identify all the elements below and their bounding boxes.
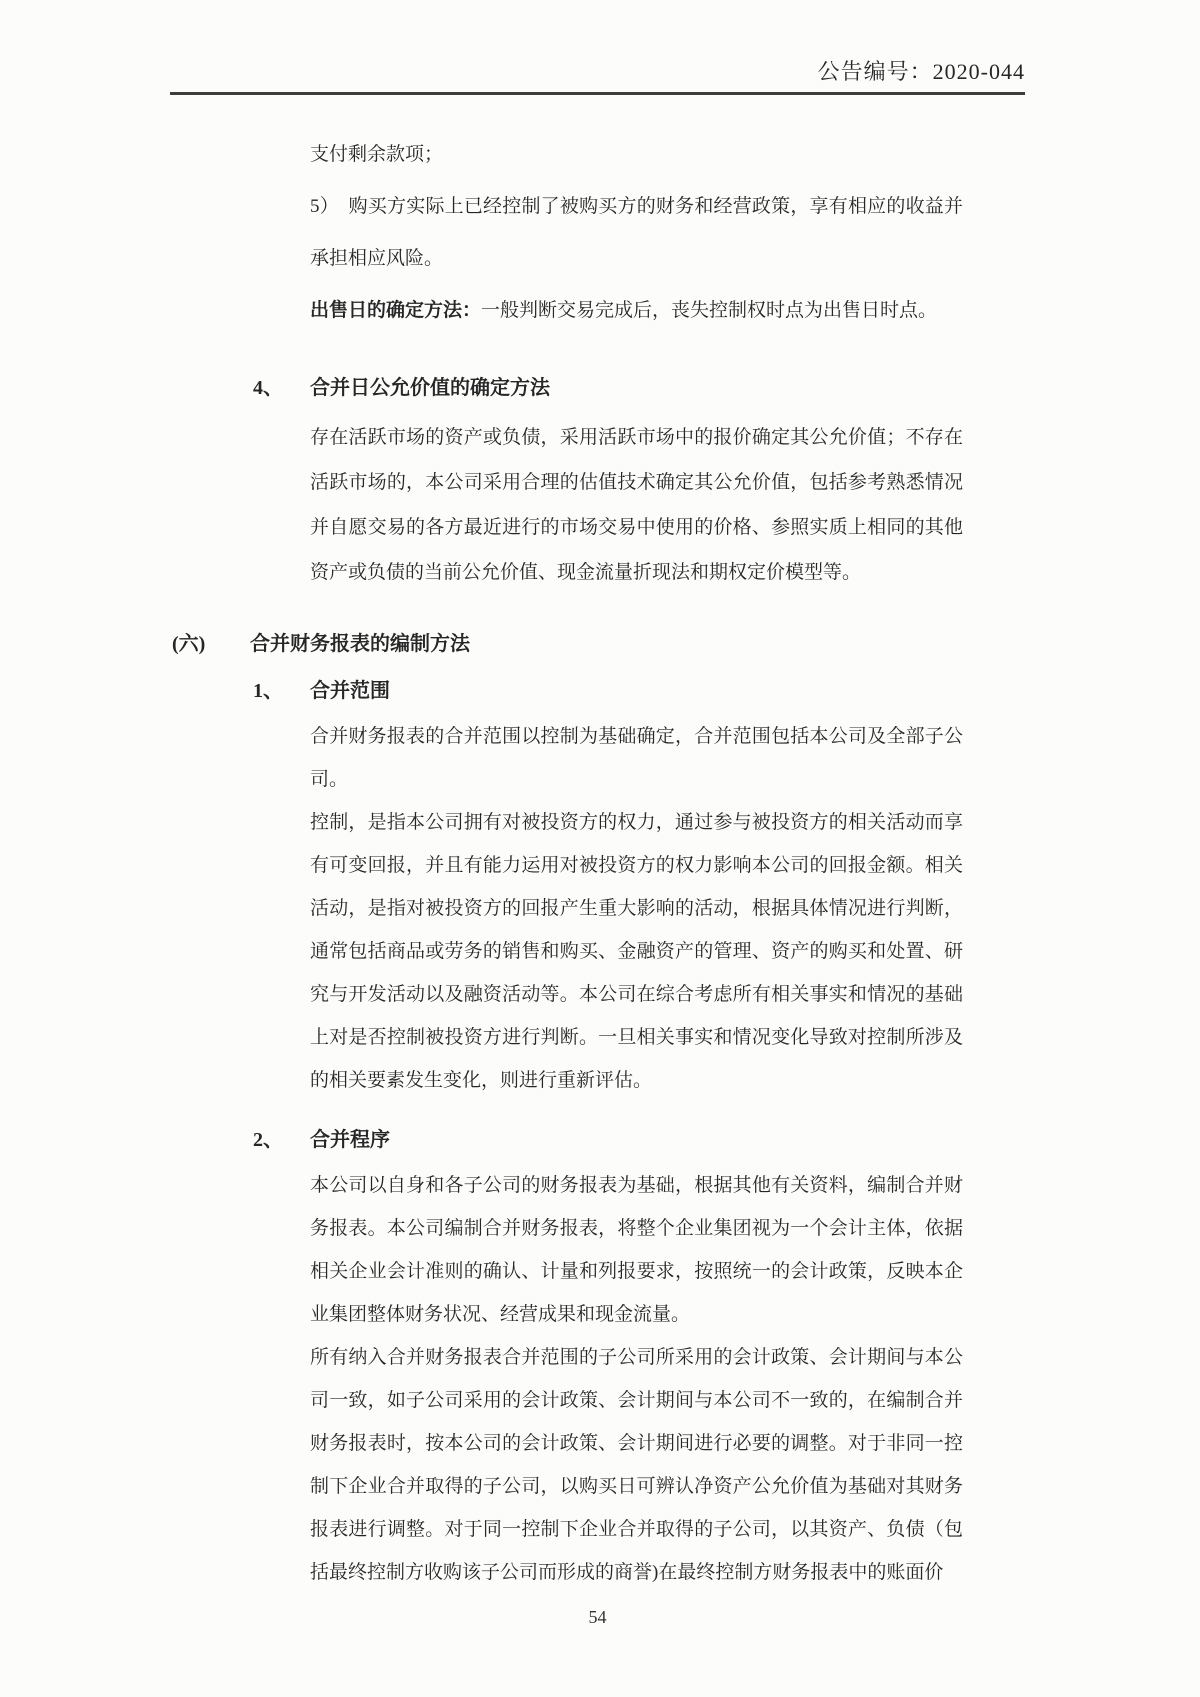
page-number: 54 bbox=[588, 1607, 607, 1627]
paragraph-accounting-policy-alignment: 所有纳入合并财务报表合并范围的子公司所采用的会计政策、会计期间与本公司一致，如子公司采用的会计政策、会计期间与本公司不一致的，在编制合并财务报表时，按本公司的会计政策、会计期间进行必要的调整。对于非同一控制下企业合并取得的子公司，以购买日可辨认净资产公允价值为基础对其财务报表进行调整。对于同一控制下企业合并取得的子公司，以其资产、负债（包括最终控制方收购该子公司而形成的商誉)在最终控制方财务报表中的账面价 bbox=[310, 1347, 963, 1583]
heading-section-4-number: 4、 bbox=[253, 377, 283, 399]
announcement-number: 公告编号：2020-044 bbox=[817, 59, 1025, 84]
heading-sub-2-number: 2、 bbox=[253, 1129, 283, 1151]
heading-section-6-number: (六) bbox=[172, 633, 206, 655]
heading-section-6 bbox=[172, 623, 1200, 666]
heading-sub-1-number: 1、 bbox=[253, 680, 283, 702]
paragraph-control-definition: 控制，是指本公司拥有对被投资方的权力，通过参与被投资方的相关活动而享有可变回报，并且有能力运用对被投资方的权力影响本公司的回报金额。相关活动，是指对被投资方的回报产生重大影响的活动，根据具体情况进行判断，通常包括商品或劳务的销售和购买、金融资产的管理、资产的购买和处置、研究与开发活动以及融资活动等。本公司在综合考虑所有相关事实和情况的基础上对是否控制被投资方进行判断。一旦相关事实和情况变化导致对控制所涉及的相关要素发生变化，则进行重新评估。 bbox=[310, 812, 963, 1091]
paragraph-fair-value: 存在活跃市场的资产或负债，采用活跃市场中的报价确定其公允价值；不存在活跃市场的，本公司采用合理的估值技术确定其公允价值，包括参考熟悉情况并自愿交易的各方最近进行的市场交易中使用的价格、参照实质上相同的其他资产或负债的当前公允价值、现金流量折现法和期权定价模型等。 bbox=[310, 427, 963, 583]
heading-section-4-title: 合并日公允价值的确定方法 bbox=[310, 377, 550, 399]
sale-date-method-text: 一般判断交易完成后，丧失控制权时点为出售日时点。 bbox=[481, 300, 938, 321]
page-header bbox=[170, 0, 1025, 95]
paragraph-remainder-payment: 支付剩余款项； bbox=[310, 144, 444, 165]
heading-sub-1-title: 合并范围 bbox=[310, 680, 390, 702]
heading-sub-2 bbox=[253, 1119, 1200, 1162]
heading-sub-2-title: 合并程序 bbox=[310, 1129, 390, 1151]
heading-section-4 bbox=[253, 367, 1200, 410]
paragraph-consolidation-scope: 合并财务报表的合并范围以控制为基础确定，合并范围包括本公司及全部子公司。 bbox=[310, 726, 963, 790]
heading-section-6-title: 合并财务报表的编制方法 bbox=[250, 633, 470, 655]
sale-date-method-label: 出售日的确定方法： bbox=[310, 300, 482, 321]
paragraph-sale-date-method bbox=[310, 285, 963, 337]
heading-sub-1 bbox=[253, 670, 1200, 713]
paragraph-item-5: 5） 购买方实际上已经控制了被购买方的财务和经营政策，享有相应的收益并承担相应风险。 bbox=[310, 196, 963, 269]
paragraph-consolidation-procedure: 本公司以自身和各子公司的财务报表为基础，根据其他有关资料，编制合并财务报表。本公司编制合并财务报表，将整个企业集团视为一个会计主体，依据相关企业会计准则的确认、计量和列报要求，按照统一的会计政策，反映本企业集团整体财务状况、经营成果和现金流量。 bbox=[310, 1175, 963, 1325]
